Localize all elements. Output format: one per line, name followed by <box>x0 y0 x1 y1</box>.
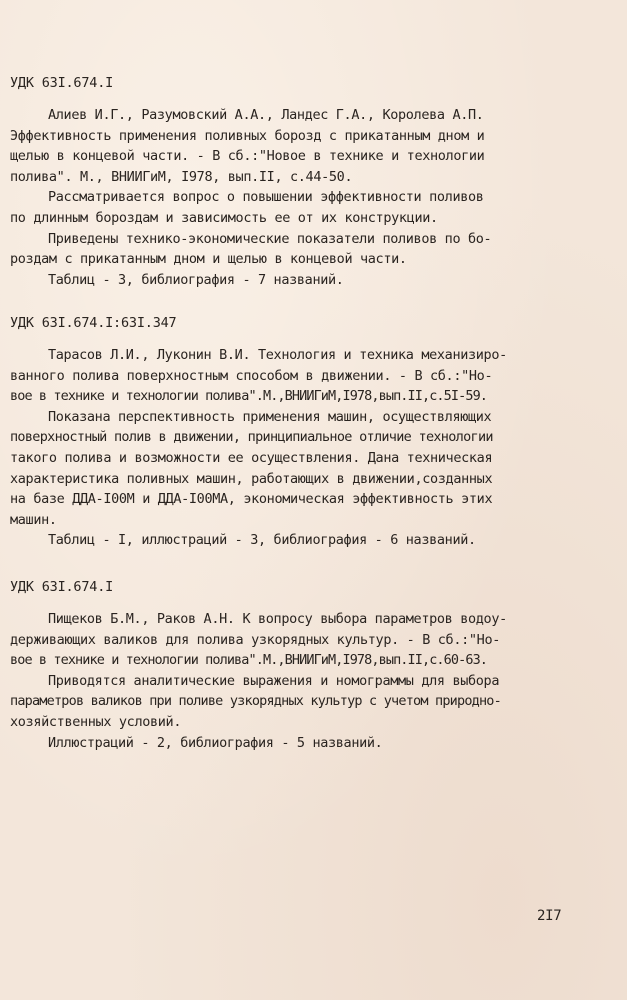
udk-code: УДК 63I.674.I <box>10 75 114 91</box>
text-line: ванного полива поверхностным способом в движении. - В сб.:"Но- <box>10 367 493 384</box>
text-line: полива". М., ВНИИГиМ, I978, вып.II, с.44-50. <box>10 168 353 185</box>
abstract-body <box>10 105 610 290</box>
text-line: Иллюстраций - 2, библиография - 5 названий. <box>48 734 383 751</box>
text-line: на базе ДДА-I00M и ДДА-I00MA, экономическая эффективность этих <box>10 491 493 508</box>
abstract-entry-3 <box>10 577 610 753</box>
text-line: Эффективность применения поливных борозд с прикатанным дном и <box>10 127 485 144</box>
text-line: роздам с прикатанным дном и щелью в концевой части. <box>10 251 407 268</box>
abstract-body <box>10 345 610 551</box>
text-line: такого полива и возможности ее осуществления. Дана техническая <box>10 449 493 466</box>
abstract-entry-2 <box>10 313 610 551</box>
text-line: держивающих валиков для полива узкорядных культур. - В сб.:"Но- <box>10 631 500 648</box>
abstract-entry-1 <box>10 73 610 290</box>
text-line: поверхностный полив в движении, принципиальное отличие технологии <box>10 429 493 446</box>
text-line: Приводятся аналитические выражения и номограммы для выбора <box>48 672 500 689</box>
text-line: параметров валиков при поливе узкорядных культур с учетом природно- <box>10 693 501 710</box>
text-line: машин. <box>10 511 57 528</box>
text-line: Таблиц - 3, библиография - 7 названий. <box>48 271 344 288</box>
text-line: вое в технике и технологии полива".М.,ВНИИГиМ,I978,вып.II,с.60-63. <box>10 652 488 669</box>
text-line: характеристика поливных машин, работающих в движении,созданных <box>10 470 493 487</box>
text-line: Показана перспективность применения машин, осуществляющих <box>48 408 492 425</box>
text-line: Алиев И.Г., Разумовский А.А., Ландес Г.А., Королева А.П. <box>48 107 484 123</box>
text-line: Пищеков Б.М., Раков А.Н. К вопросу выбора параметров водоу- <box>48 611 507 627</box>
text-line: хозяйственных условий. <box>10 713 182 730</box>
text-line: Тарасов Л.И., Луконин В.И. Технология и техника механизиро- <box>48 347 507 363</box>
udk-code: УДК 63I.674.I:63I.347 <box>10 315 177 331</box>
text-line: Рассматривается вопрос о повышении эффективности поливов <box>48 189 484 206</box>
text-line: щелью в концевой части. - В сб.:"Новое в технике и технологии <box>10 148 485 165</box>
text-line: Таблиц - I, иллюстраций - 3, библиография - 6 названий. <box>48 532 476 549</box>
text-line: вое в технике и технологии полива".М.,ВНИИГиМ,I978,вып.II,с.5I-59. <box>10 388 488 405</box>
page-number: 2I7 <box>537 908 562 924</box>
udk-code: УДК 63I.674.I <box>10 579 114 595</box>
abstract-body <box>10 609 610 753</box>
text-line: Приведены технико-экономические показатели поливов по бо- <box>48 230 492 247</box>
text-line: по длинным бороздам и зависимость ее от их конструкции. <box>10 209 438 226</box>
